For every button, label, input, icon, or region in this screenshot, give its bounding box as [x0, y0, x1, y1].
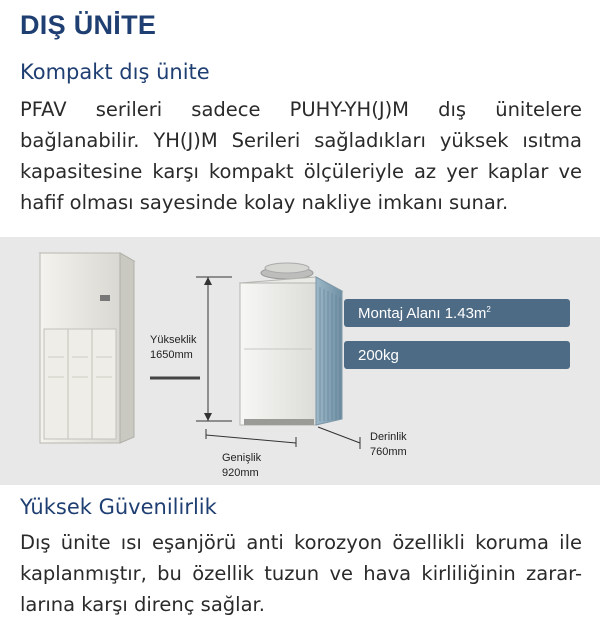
area-pill	[344, 299, 570, 327]
height-value: 1650mm	[150, 349, 193, 361]
product-figure	[0, 237, 600, 485]
body-line: bağlanabilir. YH(J)M Serileri sağladıkları yüksek ısıtma	[20, 129, 582, 152]
area-text	[358, 305, 491, 322]
width-label: Genişlik	[222, 452, 262, 464]
outdoor-unit-illustration	[240, 263, 342, 425]
height-label: Yükseklik	[150, 334, 197, 346]
section-title-reliability: Yüksek Güvenilirlik	[20, 495, 217, 519]
section-compact-body	[20, 94, 582, 218]
weight-text: 200kg	[358, 347, 399, 364]
area-sup: 2	[486, 305, 491, 314]
area-label: Montaj Alanı 1.43m	[358, 305, 487, 322]
section-title-compact: Kompakt dış ünite	[20, 60, 210, 84]
height-dimension	[196, 277, 232, 421]
width-dimension	[206, 429, 296, 447]
width-value: 920mm	[222, 467, 259, 479]
body-line: larına karşı direnç sağlar.	[20, 593, 265, 616]
body-line: kaplanmıştır, bu özellik tuzun ve hava kirliliğinin zarar-	[20, 562, 582, 585]
section-reliability-body	[20, 527, 582, 620]
depth-value: 760mm	[370, 446, 407, 458]
body-line: kapasitesine karşı kompakt ölçüleriyle az yer kaplar ve	[20, 160, 582, 183]
product-figure-band	[0, 237, 600, 485]
body-line: Dış ünite ısı eşanjörü anti korozyon özellikli koruma ile	[20, 531, 582, 554]
body-line: PFAV serileri sadece PUHY-YH(J)M dış ünitelere	[20, 98, 582, 121]
weight-pill	[344, 341, 570, 369]
depth-label: Derinlik	[370, 431, 407, 443]
indoor-unit-illustration	[40, 253, 134, 443]
depth-dimension	[318, 427, 360, 449]
body-line: hafif olması sayesinde kolay nakliye imkanı sunar.	[20, 191, 509, 214]
page-title: DIŞ ÜNİTE	[20, 10, 157, 40]
